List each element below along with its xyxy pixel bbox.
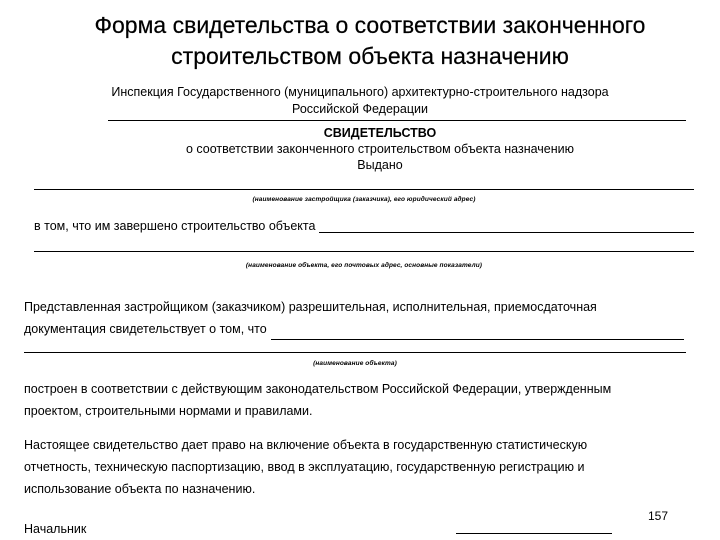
certificate-issued-label: Выдано	[357, 158, 403, 172]
documentation-paragraph	[24, 296, 704, 340]
completed-prefix: в том, что им завершено строительство объекта	[34, 219, 316, 233]
page-title	[40, 10, 700, 72]
compliance-line-2: проектом, строительными нормами и правилами.	[24, 404, 313, 418]
object-fill-line	[319, 220, 694, 233]
rights-line-3: использование объекта по назначению.	[24, 482, 256, 496]
rights-line-2: отчетность, техническую паспортизацию, ввод в эксплуатацию, государственную регистрацию и	[24, 460, 585, 474]
compliance-paragraph	[24, 378, 714, 422]
title-line-2: строительством объекта назначению	[171, 43, 569, 69]
page-number: 157	[648, 509, 669, 523]
certificate-header	[100, 125, 660, 173]
authority-line-1: Инспекция Государственного (муниципального) архитектурно-строительного надзора	[111, 85, 609, 99]
issuing-authority	[40, 84, 680, 118]
title-line-1: Форма свидетельства о соответствии законченного	[94, 12, 646, 38]
authority-underline	[108, 120, 686, 121]
rights-line-1: Настоящее свидетельство дает право на включение объекта в государственную статистическую	[24, 438, 588, 452]
developer-caption: (наименование застройщика (заказчика), его юридический адрес)	[252, 196, 476, 203]
chief-label: Начальник	[24, 522, 87, 536]
signature-line	[456, 533, 612, 534]
documentation-line-2	[24, 318, 684, 340]
documentation-fill-line	[271, 327, 684, 340]
object-name-fill-line	[24, 352, 686, 353]
documentation-line-2-prefix: документация свидетельствует о том, что	[24, 322, 267, 336]
developer-fill-line	[34, 189, 694, 190]
completed-row	[34, 219, 694, 233]
compliance-line-1: построен в соответствии с действующим законодательством Российской Федерации, утвержденным	[24, 382, 612, 396]
rights-paragraph	[24, 434, 714, 500]
certificate-subtitle: о соответствии законченного строительством объекта назначению	[185, 142, 575, 156]
authority-line-2: Российской Федерации	[292, 102, 428, 116]
object-name-caption: (наименование объекта)	[313, 360, 397, 367]
certificate-heading: СВИДЕТЕЛЬСТВО	[323, 126, 437, 140]
documentation-line-1: Представленная застройщиком (заказчиком) разрешительная, исполнительная, приемосдаточная	[24, 300, 597, 314]
object-details-caption: (наименование объекта, его почтовых адрес, основные показатели)	[245, 262, 483, 269]
object-details-fill-line	[34, 251, 694, 252]
